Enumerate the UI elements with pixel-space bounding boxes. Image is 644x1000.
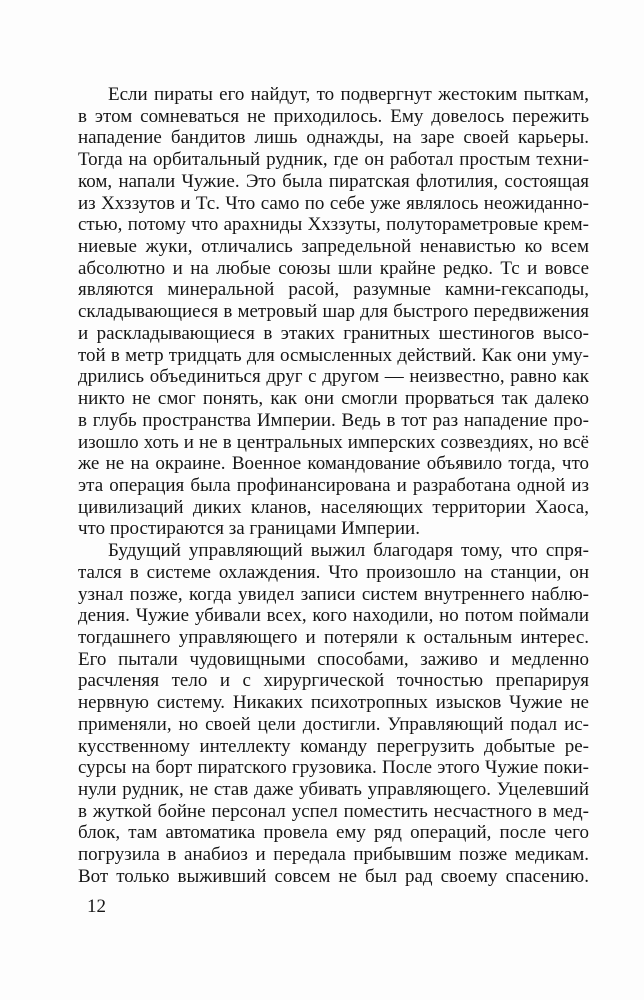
text-line: тогдашнего управляющего и потеряли к остальным интерес. <box>78 626 589 648</box>
text-line: эта операция была профинансирована и разработана одной из <box>78 474 589 496</box>
paragraph <box>78 84 589 540</box>
page-text <box>78 84 589 888</box>
text-line: стью, потому что арахниды Ххззуты, полутораметровые крем- <box>78 214 589 236</box>
text-line: блок, там автоматика провела ему ряд операций, после чего <box>78 822 589 844</box>
text-line: что простираются за границами Империи. <box>78 518 420 540</box>
text-line: той в метр тридцать для осмысленных действий. Как они уму- <box>78 344 589 366</box>
text-line: из Ххззутов и Тс. Что само по себе уже являлось неожиданно- <box>78 192 589 214</box>
text-line: Будущий управляющий выжил благодаря тому, что спря- <box>108 540 589 562</box>
text-line: в этом сомневаться не приходилось. Ему довелось пережить <box>78 105 589 127</box>
text-line: дрились объединиться друг с другом — неизвестно, равно как <box>78 366 589 388</box>
text-line: дения. Чужие убивали всех, кого находили, но потом поймали <box>78 605 589 627</box>
text-line: и раскладывающиеся в этаких гранитных шестиногов высо- <box>78 322 589 344</box>
text-line: складывающиеся в метровый шар для быстрого передвижения <box>78 301 589 323</box>
text-line: ком, напали Чужие. Это была пиратская флотилия, состоящая <box>78 170 589 192</box>
text-line: никто не смог понять, как они смогли прорваться так далеко <box>78 388 589 410</box>
text-line: погрузила в анабиоз и передала прибывшим позже медикам. <box>78 844 589 866</box>
text-line: нули рудник, не став даже убивать управляющего. Уцелевший <box>78 779 589 800</box>
text-line: тался в системе охлаждения. Что произошло на станции, он <box>78 561 589 583</box>
text-line: применяли, но своей цели достигли. Управляющий подал ис- <box>78 713 589 735</box>
text-line: узнал позже, когда увидел записи систем внутреннего наблю- <box>78 583 589 605</box>
text-line: Вот только выживший совсем не был рад своему спасению. <box>78 865 589 887</box>
text-line: цивилизаций диких кланов, населяющих территории Хаоса, <box>78 496 589 518</box>
text-line: Тогда на орбитальный рудник, где он работал простым техни- <box>78 149 589 171</box>
text-line: сурсы на борт пиратского грузовика. После этого Чужие поки- <box>78 757 589 779</box>
text-line: Его пытали чудовищными способами, заживо и медленно <box>78 648 589 670</box>
text-line: кусственному интеллекту команду перегрузить добытые ре- <box>78 735 589 757</box>
text-line: нападение бандитов лишь однажды, на заре своей карьеры. <box>78 127 589 149</box>
page-number: 12 <box>87 896 106 917</box>
text-line: в жуткой бойне персонал успел поместить несчастного в мед- <box>78 800 589 822</box>
text-line: ниевые жуки, отличались запредельной ненавистью ко всем <box>78 236 589 258</box>
text-line: изошло хоть и не в центральных имперских созвездиях, но всё <box>78 431 589 453</box>
text-line: в глубь пространства Империи. Ведь в тот раз нападение про- <box>78 409 589 431</box>
text-line: являются минеральной расой, разумные камни-гексаподы, <box>78 279 589 301</box>
paragraph <box>78 540 589 888</box>
text-line: же не на окраине. Военное командование объявило тогда, что <box>78 453 589 475</box>
text-line: расчленяя тело и с хирургической точностью препарируя <box>78 670 589 692</box>
text-line: абсолютно и на любые союзы шли крайне редко. Тс и вовсе <box>78 257 589 279</box>
text-line: нервную систему. Никаких психотропных изысков Чужие не <box>78 692 589 714</box>
text-line: Если пираты его найдут, то подвергнут жестоким пыткам, <box>108 84 589 105</box>
